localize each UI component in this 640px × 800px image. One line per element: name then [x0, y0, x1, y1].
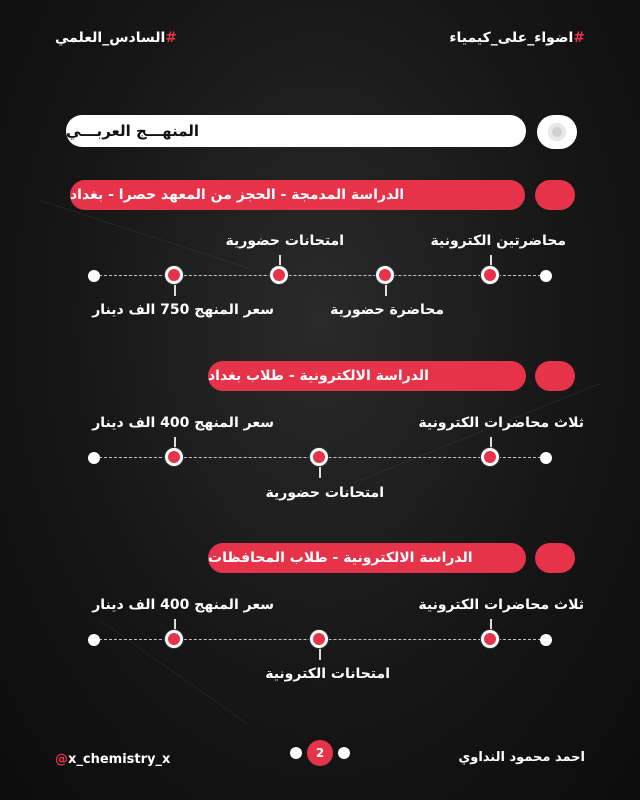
timeline	[88, 634, 552, 646]
timeline-label: ثلاث محاضرات الكترونية	[418, 597, 584, 613]
grade-hashtag-text: السادس_العلمي	[55, 30, 166, 46]
timeline-label: امتحانات حضورية	[225, 233, 344, 249]
section-heading-online-baghdad: الدراسة الالكترونية - طلاب بغداد	[208, 361, 526, 391]
page-number[interactable]: 2	[307, 740, 333, 766]
timeline-label: سعر المنهج 400 الف دينار	[92, 415, 274, 431]
section-badge	[535, 361, 575, 391]
circle-icon	[548, 123, 566, 141]
timeline-label: محاضرة حضورية	[330, 302, 444, 318]
timeline-end-dot	[88, 270, 100, 282]
timeline-label: امتحانات حضورية	[265, 485, 384, 501]
timeline-connector	[385, 282, 387, 296]
section-badge	[535, 180, 575, 210]
timeline-label: محاضرتين الكترونية	[430, 233, 566, 249]
timeline-line	[94, 275, 546, 276]
timeline-end-dot	[88, 634, 100, 646]
timeline-point	[165, 630, 183, 648]
curriculum-title: المنهـــج العربـــي	[66, 115, 526, 147]
timeline-label: امتحانات الكترونية	[265, 666, 390, 682]
timeline	[88, 452, 552, 464]
timeline-label: سعر المنهج 400 الف دينار	[92, 597, 274, 613]
timeline-point	[376, 266, 394, 284]
background-texture	[360, 383, 601, 481]
hash-symbol: #	[573, 30, 585, 46]
timeline-point	[270, 266, 288, 284]
hash-symbol: #	[165, 30, 178, 46]
section-badge	[535, 543, 575, 573]
page-indicator-dot[interactable]	[338, 747, 350, 759]
background-texture	[40, 200, 250, 269]
channel-hashtag-text: اضواء_على_كيمياء	[449, 30, 574, 46]
timeline	[88, 270, 552, 282]
timeline-connector	[319, 646, 321, 660]
timeline-label: سعر المنهج 750 الف دينار	[92, 302, 274, 318]
timeline-point	[165, 266, 183, 284]
timeline-connector	[174, 282, 176, 296]
timeline-point	[310, 448, 328, 466]
author-name: احمد محمود النداوي	[458, 750, 585, 765]
timeline-point	[481, 266, 499, 284]
social-handle-text: x_chemistry_x	[68, 752, 171, 767]
page-indicator-dot[interactable]	[290, 747, 302, 759]
timeline-end-dot	[540, 452, 552, 464]
timeline-end-dot	[540, 634, 552, 646]
timeline-connector	[319, 464, 321, 478]
timeline-label: ثلاث محاضرات الكترونية	[418, 415, 584, 431]
timeline-point	[165, 448, 183, 466]
timeline-end-dot	[540, 270, 552, 282]
timeline-point	[310, 630, 328, 648]
grade-hashtag	[55, 30, 177, 46]
timeline-point	[481, 630, 499, 648]
channel-hashtag	[449, 30, 585, 46]
section-heading-online-provinces: الدراسة الالكترونية - طلاب المحافظات	[208, 543, 526, 573]
timeline-point	[481, 448, 499, 466]
at-symbol: @	[55, 752, 68, 767]
section-heading-blended: الدراسة المدمجة - الحجز من المعهد حصرا - بغداد	[70, 180, 525, 210]
title-badge	[537, 115, 577, 149]
social-handle[interactable]	[55, 752, 170, 767]
timeline-end-dot	[88, 452, 100, 464]
